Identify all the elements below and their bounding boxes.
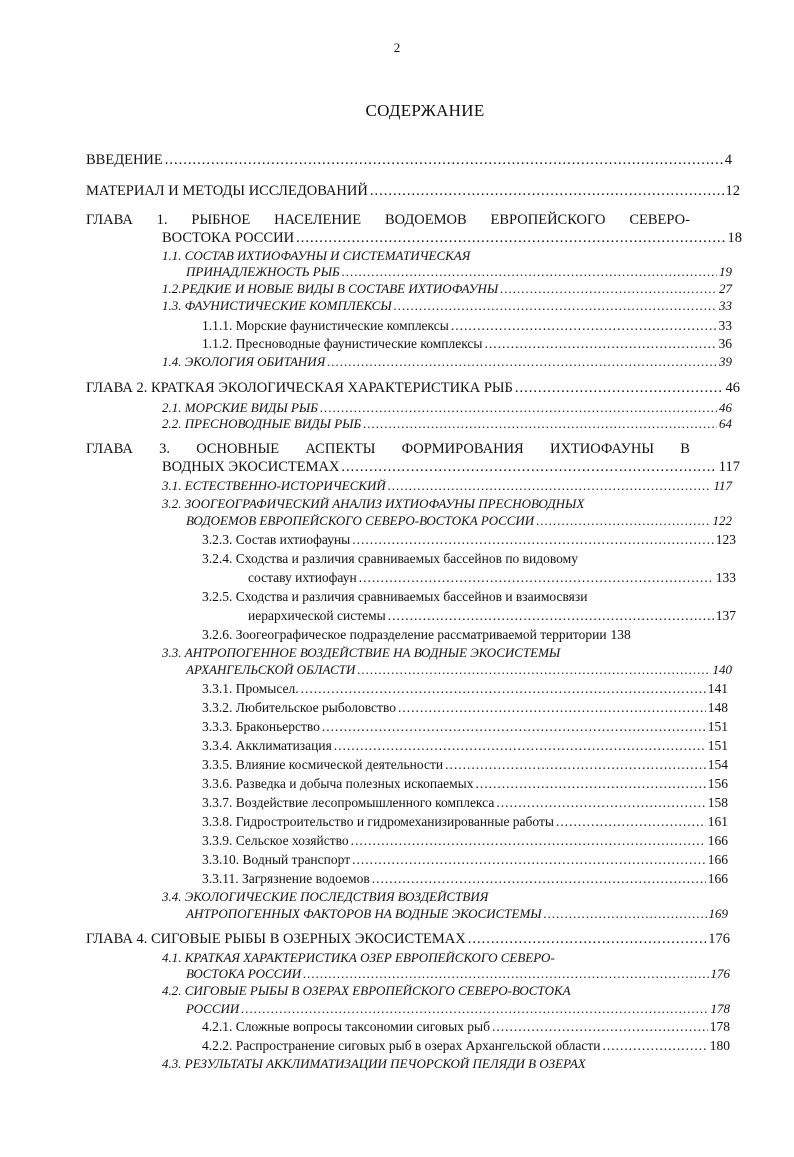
toc-entry-title: 3.3.6. Разведка и добыча полезных ископаемых: [202, 776, 474, 791]
toc-page-number: 151: [707, 719, 728, 734]
toc-leader: [341, 458, 716, 477]
toc-entry-section-3-3-7[interactable]: [202, 793, 728, 812]
toc-leader: [388, 606, 714, 625]
toc-entry-section-3-3-11[interactable]: [202, 869, 728, 888]
toc-section-4-2-line1: 4.2. СИГОВЫЕ РЫБЫ В ОЗЕРАХ ЕВРОПЕЙСКОГО СЕВЕРО-ВОСТОКА: [162, 983, 571, 998]
toc-entry-section-3-3-4[interactable]: [202, 736, 728, 755]
toc-entry-section-3-3-9[interactable]: [202, 831, 728, 850]
toc-entry-section-3-3-8[interactable]: [202, 812, 728, 831]
toc-entry-title: 3.3.10. Водный транспорт: [202, 852, 351, 867]
toc-page-number: 117: [718, 459, 740, 475]
toc-entry-title: РОССИИ: [186, 1001, 240, 1016]
page-number: 2: [393, 40, 401, 55]
toc-entry-title: 3.1. ЕСТЕСТВЕННО-ИСТОРИЧЕСКИЙ: [162, 478, 386, 493]
toc-page-number: 166: [707, 833, 728, 848]
toc-page-number: 27: [719, 281, 732, 296]
toc-entry-title: 3.3.3. Браконьерство: [202, 719, 320, 734]
toc-entry-section-3-3[interactable]: [186, 660, 732, 679]
toc-entry-title: 3.3.8. Гидростроительство и гидромеханизированные работы: [202, 814, 554, 829]
toc-section-3-2-4-line1: 3.2.4. Сходства и различия сравниваемых бассейнов по видовому: [202, 551, 578, 566]
page-title: СОДЕРЖАНИЕ: [365, 101, 485, 120]
word: СЕВЕРО-: [629, 212, 690, 228]
word: ОСНОВНЫЕ: [196, 441, 280, 457]
toc-entry-title: 1.1.1. Морские фаунистические комплексы: [202, 318, 449, 333]
toc-page-number: 33: [718, 318, 732, 333]
toc-entry-section-3-3-10[interactable]: [202, 850, 728, 869]
toc-leader: [322, 717, 706, 736]
toc-entry-title: 3.2.3. Состав ихтиофауны: [202, 532, 351, 547]
toc-page-number: 133: [715, 570, 736, 585]
toc-entry-section-3-3-1[interactable]: [202, 679, 728, 698]
toc-leader: [485, 334, 717, 353]
toc-page-number: 151: [707, 738, 728, 753]
toc-entry-section-1-4[interactable]: [162, 352, 732, 371]
toc-page-number: 117: [713, 478, 732, 493]
word: НАСЕЛЕНИЕ: [274, 212, 362, 228]
word: 1.: [156, 212, 168, 228]
word: ИХТИОФАУНЫ: [549, 441, 655, 457]
word: ГЛАВА: [86, 212, 133, 228]
toc-section-3-2-5-line1: 3.2.5. Сходства и различия сравниваемых бассейнов и взаимосвязи: [202, 589, 588, 604]
toc-leader: [394, 296, 717, 315]
toc-page-number: 122: [712, 513, 732, 528]
toc-entry-title: АРХАНГЕЛЬСКОЙ ОБЛАСТИ: [186, 662, 356, 677]
word: В: [680, 441, 690, 457]
toc-entry-title: ПРИНАДЛЕЖНОСТЬ РЫБ: [186, 264, 340, 279]
toc-entry-title: 4.2.2. Распространение сиговых рыб в озерах Архангельской области: [202, 1038, 601, 1053]
toc-entry-title: ГЛАВА 2. КРАТКАЯ ЭКОЛОГИЧЕСКАЯ ХАРАКТЕРИСТИКА РЫБ: [86, 380, 513, 396]
toc-page-number: 180: [709, 1038, 730, 1053]
word: ГЛАВА: [86, 441, 133, 457]
toc-page-number: 39: [719, 354, 732, 369]
toc-section-3-4-line1: 3.4. ЭКОЛОГИЧЕСКИЕ ПОСЛЕДСТВИЯ ВОЗДЕЙСТВИЯ: [162, 889, 489, 904]
toc-leader: [496, 793, 705, 812]
toc-leader: [165, 151, 723, 170]
toc-page-number: 36: [718, 336, 732, 351]
toc-page-number: 141: [707, 681, 728, 696]
toc-page-number: 137: [715, 608, 736, 623]
word: 3.: [159, 441, 170, 457]
toc-page-number: 4: [724, 152, 732, 168]
toc-entry-chapter-4[interactable]: [86, 930, 730, 949]
toc-entry-title: 3.2.6. Зоогеографическое подразделение рассматриваемой территории: [202, 627, 607, 642]
toc-entry-title: МАТЕРИАЛ И МЕТОДЫ ИССЛЕДОВАНИЙ: [86, 183, 368, 199]
toc-entry-title: 3.3.4. Акклиматизация: [202, 738, 332, 753]
toc-page-number: 156: [707, 776, 728, 791]
toc-entry-title: АНТРОПОГЕННЫХ ФАКТОРОВ НА ВОДНЫЕ ЭКОСИСТЕМЫ: [186, 906, 542, 921]
toc-entry-section-3-3-5[interactable]: [202, 755, 728, 774]
toc-entry-methods[interactable]: [86, 182, 740, 201]
toc-entry-section-3-2-3[interactable]: [202, 530, 736, 549]
toc-entry-title: ВОДОЕМОВ ЕВРОПЕЙСКОГО СЕВЕРО-ВОСТОКА РОССИИ: [186, 513, 535, 528]
toc-leader: [352, 850, 706, 869]
toc-page-number: 123: [715, 532, 736, 547]
toc-page-number: 166: [707, 852, 728, 867]
toc-leader: [556, 812, 706, 831]
toc-entry-section-1-3[interactable]: [162, 296, 732, 315]
toc-leader: [359, 568, 714, 587]
toc-page-number: 176: [710, 966, 730, 981]
toc-leader: [492, 1017, 708, 1036]
toc-entry-title: ВОДНЫХ ЭКОСИСТЕМАХ: [162, 459, 340, 475]
toc-section-3-2-line1: 3.2. ЗООГЕОГРАФИЧЕСКИЙ АНАЛИЗ ИХТИОФАУНЫ ПРЕСНОВОДНЫХ: [162, 496, 585, 511]
toc-page-number: 148: [707, 700, 728, 715]
toc-leader: [357, 660, 710, 679]
word: ЕВРОПЕЙСКОГО: [490, 212, 606, 228]
toc-entry-title: ВВЕДЕНИЕ: [86, 152, 163, 168]
toc-page-number: 46: [719, 400, 732, 415]
toc-entry-title: ГЛАВА 4. СИГОВЫЕ РЫБЫ В ОЗЕРНЫХ ЭКОСИСТЕМАХ: [86, 931, 466, 947]
toc-leader: [451, 316, 717, 335]
toc-page-number: 46: [725, 380, 740, 396]
toc-page-number: 176: [708, 931, 730, 947]
toc-leader: [445, 755, 706, 774]
toc-entry-chapter-3[interactable]: [162, 458, 740, 477]
toc-page-number: 178: [710, 1001, 730, 1016]
toc-leader: [515, 379, 724, 398]
toc-leader: [301, 679, 706, 698]
toc-page-number: 33: [719, 298, 732, 313]
toc-entry-section-3-2[interactable]: [186, 511, 732, 530]
toc-leader: [468, 930, 706, 949]
toc-leader: [334, 736, 706, 755]
toc-entry-section-4-2-1[interactable]: [202, 1017, 730, 1036]
toc-leader: [351, 831, 706, 850]
toc-entry-section-3-3-6[interactable]: [202, 774, 728, 793]
toc-page-number: 158: [707, 795, 728, 810]
toc-entry-chapter-2[interactable]: [86, 379, 740, 398]
word: ВОДОЕМОВ: [384, 212, 467, 228]
toc-entry-title: 3.3.2. Любительское рыболовство: [202, 700, 396, 715]
toc-entry-section-2-2[interactable]: [162, 414, 732, 433]
toc-section-1-1-line1: 1.1. СОСТАВ ИХТИОФАУНЫ И СИСТЕМАТИЧЕСКАЯ: [162, 248, 471, 263]
toc-entry-title: ВОСТОКА РОССИИ: [186, 966, 302, 981]
toc-leader: [241, 999, 708, 1018]
toc-section-4-3-line1: 4.3. РЕЗУЛЬТАТЫ АККЛИМАТИЗАЦИИ ПЕЧОРСКОЙ ПЕЛЯДИ В ОЗЕРАХ: [162, 1056, 586, 1071]
toc-leader: [475, 774, 705, 793]
toc-page-number: 12: [725, 183, 740, 199]
toc-entry-title: 2.2. ПРЕСНОВОДНЫЕ ВИДЫ РЫБ: [162, 416, 362, 431]
toc-page-number: 154: [707, 757, 728, 772]
toc-page-number: 19: [719, 264, 732, 279]
toc-section-4-1-line1: 4.1. КРАТКАЯ ХАРАКТЕРИСТИКА ОЗЕР ЕВРОПЕЙСКОГО СЕВЕРО-: [162, 950, 555, 965]
toc-page-number: 169: [708, 906, 728, 921]
toc-entry-title: 1.3. ФАУНИСТИЧЕСКИЕ КОМПЛЕКСЫ: [162, 298, 392, 313]
toc-entry-section-3-2-6[interactable]: [202, 625, 736, 644]
toc-leader: [536, 511, 710, 530]
toc-entry-title: 3.3.5. Влияние космической деятельности: [202, 757, 444, 772]
toc-entry-title: иерархической системы: [248, 608, 386, 623]
toc-entry-section-3-3-3[interactable]: [202, 717, 728, 736]
toc-chapter-3-line1: [86, 440, 690, 459]
toc-chapter-1-line1: [86, 211, 690, 230]
toc-leader: [327, 352, 717, 371]
toc-page-number: 64: [719, 416, 732, 431]
toc-entry-section-4-2[interactable]: [186, 999, 730, 1018]
word: ФОРМИРОВАНИЯ: [401, 441, 524, 457]
toc-entry-section-1-1-1[interactable]: [202, 316, 732, 335]
toc-page-number: 140: [712, 662, 732, 677]
toc-entry-title: 3.3.1. Промысел.: [202, 681, 299, 696]
toc-entry-title: составу ихтиофаун: [248, 570, 357, 585]
word: АСПЕКТЫ: [305, 441, 376, 457]
toc-leader: [363, 414, 717, 433]
toc-page-number: 138: [610, 627, 631, 642]
toc-entry-section-4-2-2[interactable]: [202, 1036, 730, 1055]
toc-entry-title: ВОСТОКА РОССИИ: [162, 230, 295, 246]
word: РЫБНОЕ: [191, 212, 251, 228]
toc-section-3-3-line1: 3.3. АНТРОПОГЕННОЕ ВОЗДЕЙСТВИЕ НА ВОДНЫЕ ЭКОСИСТЕМЫ: [162, 645, 561, 660]
toc-leader: [372, 869, 706, 888]
toc-entry-section-3-1[interactable]: [162, 476, 732, 495]
toc-leader: [398, 698, 706, 717]
toc-entry-section-3-2-4[interactable]: [248, 568, 736, 587]
toc-entry-title: 1.2.РЕДКИЕ И НОВЫЕ ВИДЫ В СОСТАВЕ ИХТИОФАУНЫ: [162, 281, 499, 296]
toc-entry-title: 3.3.7. Воздействие лесопромышленного комплекса: [202, 795, 495, 810]
toc-entry-title: 3.3.9. Сельское хозяйство: [202, 833, 349, 848]
toc-leader: [603, 1036, 708, 1055]
toc-entry-intro[interactable]: [86, 151, 732, 170]
toc-entry-title: 3.3.11. Загрязнение водоемов: [202, 871, 370, 886]
toc-entry-title: 1.1.2. Пресноводные фаунистические комплексы: [202, 336, 483, 351]
toc-page-number: 18: [727, 230, 742, 246]
toc-page-number: 161: [707, 814, 728, 829]
toc-entry-title: 4.2.1. Сложные вопросы таксономии сиговых рыб: [202, 1019, 490, 1034]
toc-page-number: 178: [709, 1019, 730, 1034]
toc-page-number: 166: [707, 871, 728, 886]
toc-leader: [352, 530, 714, 549]
toc-leader: [544, 904, 707, 923]
toc-leader: [388, 476, 712, 495]
toc-entry-section-1-1-2[interactable]: [202, 334, 732, 353]
toc-entry-section-3-3-2[interactable]: [202, 698, 728, 717]
toc-entry-section-3-4[interactable]: [186, 904, 728, 923]
toc-entry-title: 2.1. МОРСКИЕ ВИДЫ РЫБ: [162, 400, 318, 415]
toc-entry-title: 1.4. ЭКОЛОГИЯ ОБИТАНИЯ: [162, 354, 326, 369]
toc-leader: [370, 182, 724, 201]
toc-entry-section-3-2-5[interactable]: [248, 606, 736, 625]
